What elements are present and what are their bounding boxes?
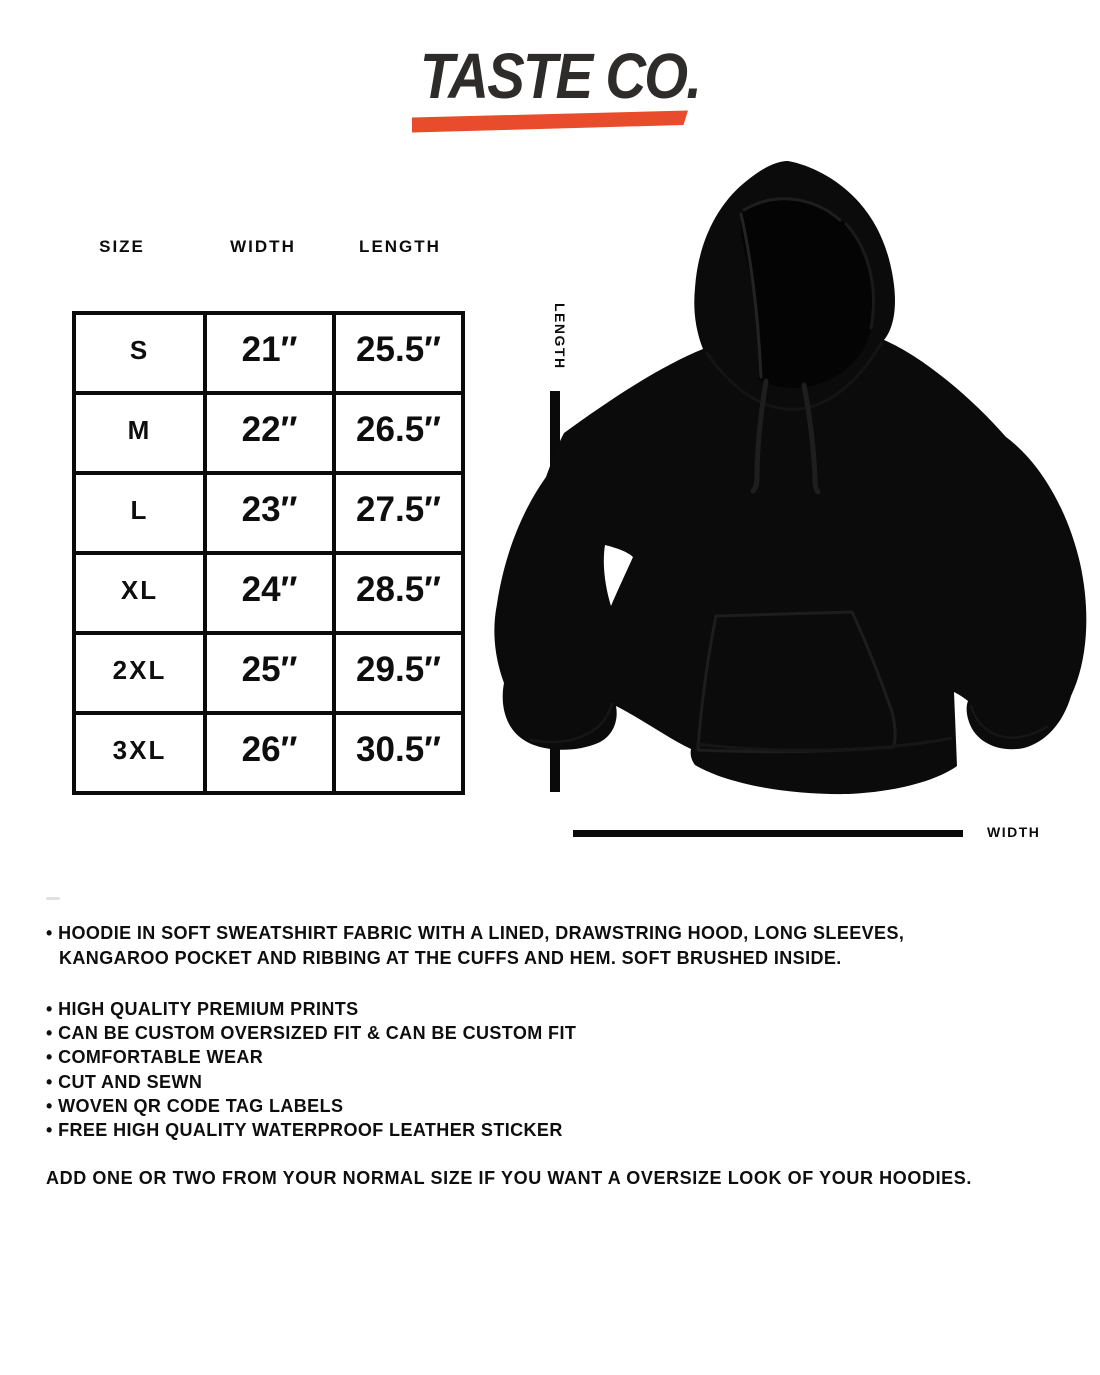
length-label: LENGTH	[552, 303, 568, 370]
size-cell: M	[74, 393, 205, 473]
size-cell: XL	[74, 553, 205, 633]
brand-underline-swoosh	[405, 105, 700, 140]
size-row	[74, 553, 463, 633]
width-label: WIDTH	[987, 824, 1041, 840]
width-cell: 25″	[205, 633, 334, 713]
size-row	[74, 473, 463, 553]
width-cell: 22″	[205, 393, 334, 473]
size-row	[74, 713, 463, 793]
feature-item: • WOVEN QR CODE TAG LABELS	[46, 1095, 344, 1116]
feature-item-wrap: KANGAROO POCKET AND RIBBING AT THE CUFFS AND HEM. SOFT BRUSHED INSIDE.	[59, 948, 842, 968]
width-measure-bar	[573, 830, 963, 837]
width-cell: 23″	[205, 473, 334, 553]
feature-item: • HOODIE IN SOFT SWEATSHIRT FABRIC WITH A LINED, DRAWSTRING HOOD, LONG SLEEVES,	[46, 923, 905, 943]
length-cell: 25.5″	[334, 313, 463, 393]
sizing-note: ADD ONE OR TWO FROM YOUR NORMAL SIZE IF YOU WANT A OVERSIZE LOOK OF YOUR HOODIES.	[46, 1168, 972, 1188]
length-cell: 27.5″	[334, 473, 463, 553]
chart-header-width: WIDTH	[230, 237, 296, 256]
size-row	[74, 393, 463, 473]
feature-item: • COMFORTABLE WEAR	[46, 1047, 264, 1068]
size-row	[74, 313, 463, 393]
length-cell: 28.5″	[334, 553, 463, 633]
feature-list	[46, 997, 576, 1142]
feature-item: • CUT AND SEWN	[46, 1071, 203, 1092]
width-cell: 24″	[205, 553, 334, 633]
length-cell: 29.5″	[334, 633, 463, 713]
chart-header-size: SIZE	[99, 237, 145, 256]
feature-item: • HIGH QUALITY PREMIUM PRINTS	[46, 999, 359, 1019]
size-cell: 3XL	[74, 713, 205, 793]
feature-item: • CAN BE CUSTOM OVERSIZED FIT & CAN BE CUSTOM FIT	[46, 1023, 577, 1044]
size-chart-table	[72, 311, 465, 795]
size-cell: L	[74, 473, 205, 553]
feature-item: • FREE HIGH QUALITY WATERPROOF LEATHER STICKER	[46, 1120, 563, 1141]
size-row	[74, 633, 463, 713]
length-cell: 26.5″	[334, 393, 463, 473]
chart-header-length: LENGTH	[359, 237, 441, 256]
length-cell: 30.5″	[334, 713, 463, 793]
width-cell: 26″	[205, 713, 334, 793]
size-cell: S	[74, 313, 205, 393]
features-intro	[46, 921, 904, 971]
size-cell: 2XL	[74, 633, 205, 713]
brand-logo: TASTE CO.	[419, 40, 701, 112]
hoodie-image	[478, 153, 1093, 818]
print-artifact	[46, 897, 60, 900]
swoosh-shape	[412, 111, 688, 133]
width-cell: 21″	[205, 313, 334, 393]
